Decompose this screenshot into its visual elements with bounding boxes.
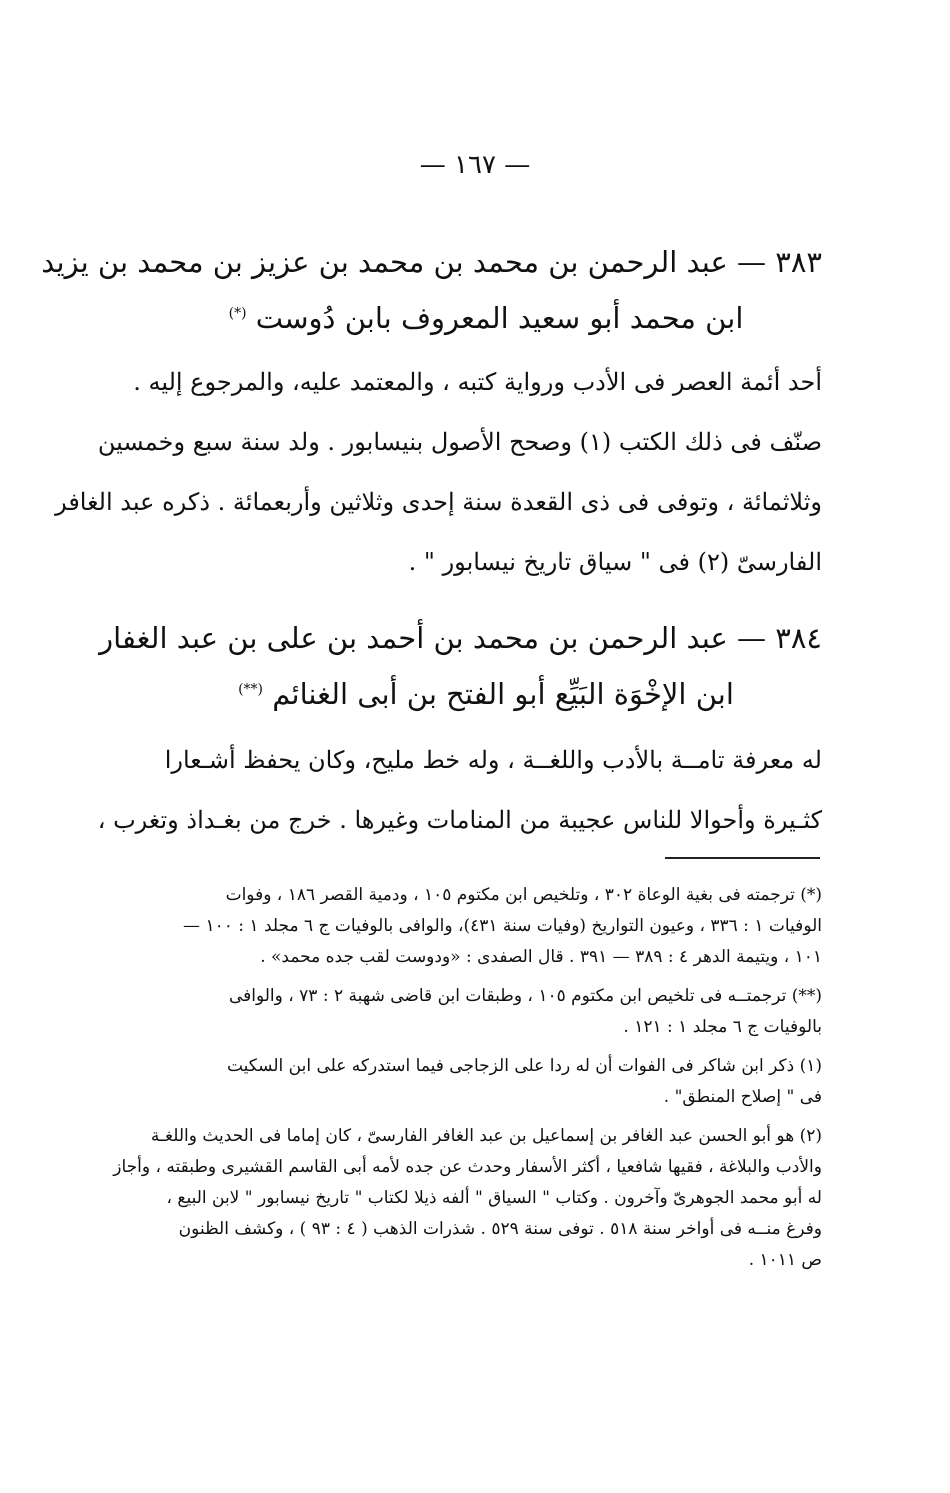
entry-384-heading	[99, 610, 822, 722]
footnote-line: ص ١٠١١ .	[748, 1250, 822, 1270]
entry-383-line: الفارسىّ (٢) فى " سياق تاريخ نيسابور " .	[408, 548, 822, 576]
entry-384-heading-line2: ابن الإخْوَة البَيِّع أبو الفتح بن أبى الغنائم	[272, 677, 734, 711]
page-number: — ١٦٧ —	[419, 150, 531, 180]
entry-384-line: له معرفة تامــة بالأدب واللغــة ، وله خط مليح، وكان يحفظ أشـعارا	[164, 746, 822, 774]
footnote-double-star	[150, 981, 822, 1043]
footnote-line: (١) ذكر ابن شاكر فى الفوات أن له ردا على الزجاجى فيما استدركه على ابن السكيت	[226, 1056, 822, 1076]
entry-384-heading-line2-wrap	[150, 666, 822, 722]
footnote-line: والأدب والبلاغة ، فقيها شافعيا ، أكثر الأسفار وحدث عن جده لأمه أبى القاسم القشيرى وطبقته ، وأجاز	[113, 1157, 822, 1177]
entry-383-body	[55, 352, 822, 592]
footnote-separator	[665, 857, 820, 859]
entry-383-line: أحد أئمة العصر فى الأدب ورواية كتبه ، والمعتمد عليه، والمرجوع إليه .	[133, 368, 822, 396]
entry-384-body	[97, 730, 822, 850]
footnote-line: (٢) هو أبو الحسن عبد الغافر بن إسماعيل بن عبد الغافر الفارسىّ ، كان إماما فى الحديث واللغـة	[150, 1126, 822, 1146]
entry-384-heading-line1: ٣٨٤ — عبد الرحمن بن محمد بن أحمد بن على بن عبد الغفار	[99, 621, 822, 655]
footnote-line: له أبو محمد الجوهرىّ وآخرون . وكتاب " السياق " ألفه ذيلا لكتاب " تاريخ نيسابور " لابن البيع ،	[166, 1188, 822, 1208]
entry-384-line: كثـيرة وأحوالا للناس عجيبة من المنامات وغيرها . خرج من بغـداذ وتغرب ،	[97, 806, 822, 834]
footnote-star	[150, 880, 822, 973]
footnote-line: وفرغ منــه فى أواخر سنة ٥١٨ . توفى سنة ٥٢٩ . شذرات الذهب ( ٤ : ٩٣ ) ، وكشف الظنون	[178, 1219, 822, 1239]
footnote-2	[113, 1121, 822, 1276]
footnote-line: بالوفيات ج ٦ مجلد ١ : ١٢١ .	[623, 1017, 822, 1037]
footnote-line: ١٠١ ، ويتيمة الدهر ٤ : ٣٨٩ — ٣٩١ . قال الصفدى : «ودوست لقب جده محمد» .	[260, 947, 822, 967]
entry-383-heading-line2-wrap	[150, 290, 822, 346]
footnote-line: (*) ترجمته فى بغية الوعاة ٣٠٢ ، وتلخيص ابن مكتوم ١٠٥ ، ودمية القصر ١٨٦ ، وفوات	[225, 885, 822, 905]
footnote-line: الوفيات ١ : ٣٣٦ ، وعيون التواريخ (وفيات سنة ٤٣١)، والوافى بالوفيات ج ٦ مجلد ١ : ١٠٠ —	[183, 916, 822, 936]
entry-383-line: صنّف فى ذلك الكتب (١) وصحح الأصول بنيسابور . ولد سنة سبع وخمسين	[97, 428, 822, 456]
footnote-line: (**) ترجمتــه فى تلخيص ابن مكتوم ١٠٥ ، وطبقات ابن قاضى شهبة ٢ : ٧٣ ، والوافى	[228, 986, 822, 1006]
entry-383-heading-line1: ٣٨٣ — عبد الرحمن بن محمد بن محمد بن عزيز بن محمد بن يزيد	[41, 245, 822, 279]
footnote-1	[150, 1051, 822, 1113]
entry-383-line: وثلاثمائة ، وتوفى فى ذى القعدة سنة إحدى وثلاثين وأربعمائة . ذكره عبد الغافر	[55, 488, 822, 516]
entry-383-heading-marker: (*)	[228, 305, 247, 322]
entry-384-heading-marker: (**)	[238, 681, 263, 698]
entry-383-heading	[41, 234, 822, 346]
entry-383-heading-line2: ابن محمد أبو سعيد المعروف بابن دُوست	[255, 301, 744, 335]
footnotes	[113, 880, 822, 1284]
footnote-line: فى " إصلاح المنطق" .	[663, 1087, 822, 1107]
